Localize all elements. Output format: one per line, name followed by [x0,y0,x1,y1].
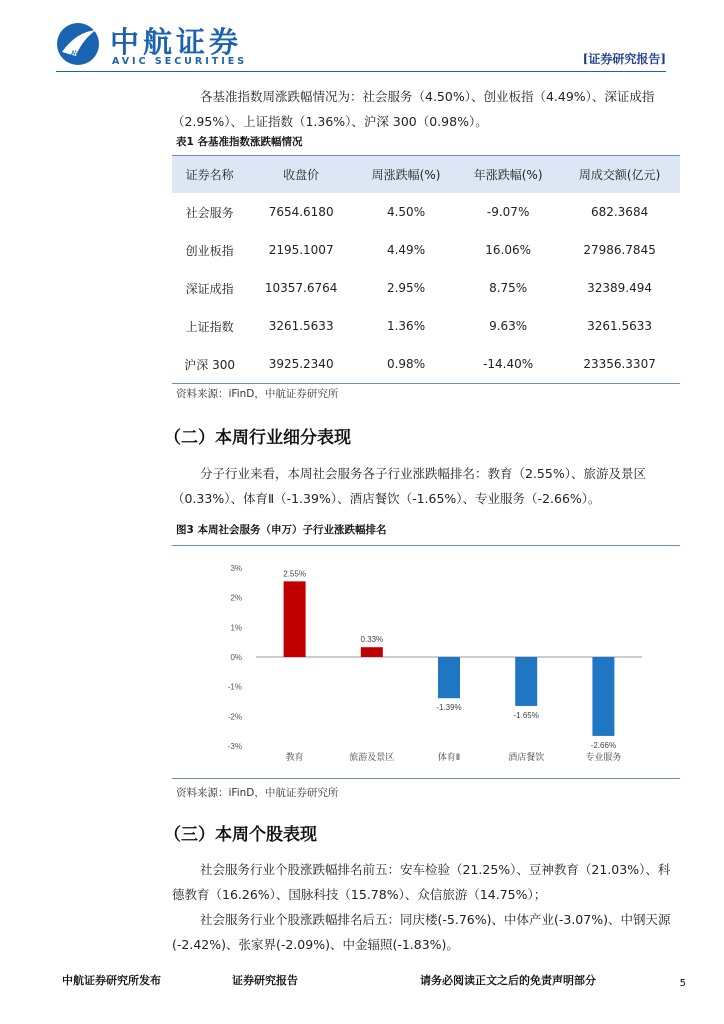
table-cell: 深证成指 [185,281,234,296]
logo-mark-text: AVIC [71,51,85,57]
table-cell: 上证指数 [185,319,234,334]
table-cell: 9.63% [489,319,528,333]
table-cell: 创业板指 [185,243,234,258]
table-cell: 32389.494 [587,281,653,295]
index-performance-table [172,155,680,384]
figure3-caption: 图3 本周社会服务（申万）子行业涨跌幅排名 [176,524,387,536]
section3-title: （三）本周个股表现 [164,825,317,845]
subsector-chart [172,545,680,779]
y-tick-label: -2% [227,712,242,722]
y-tick-label: 0% [230,653,242,662]
table-cell: -14.40% [457,345,559,384]
table-row [172,193,680,231]
data-label: 0.33% [360,635,384,645]
bar-5 [592,657,614,736]
table-cell: 3261.5633 [587,319,653,333]
table-cell: 4.49% [386,243,426,257]
table-cell: 7654.6180 [268,205,334,219]
report-type-tag: [证券研究报告] [582,52,666,66]
table-cell: 0.98% [355,345,457,384]
data-label: -1.39% [436,703,462,713]
y-tick-label: 3% [230,564,242,573]
footer-disclaimer: 请务必阅读正文之后的免责声明部分 [420,974,596,987]
bar-3 [438,657,460,698]
col-header-close: 收盘价 [247,156,355,194]
table1-source: 资料来源：iFinD，中航证券研究所 [176,388,339,400]
table-cell: 1.36% [386,319,426,333]
table-cell: 2.95% [386,281,426,295]
table-cell: 10357.6764 [264,281,338,295]
x-category-label: 酒店餐饮 [508,753,545,763]
bar-2 [361,647,383,657]
logo-english-name: AVIC SECURITIES [112,56,248,67]
footer-publisher: 中航证券研究所发布 [62,974,161,987]
table-cell: -9.07% [486,205,530,219]
x-category-label: 旅游及景区 [349,753,395,763]
section2-title: （二）本周行业细分表现 [164,428,351,448]
table-cell: 16.06% [485,243,531,257]
table-row [172,345,680,384]
bar-1 [284,581,306,657]
y-tick-label: -1% [227,682,242,692]
table-cell: 社会服务 [185,205,234,220]
table-cell: 4.50% [386,205,426,219]
logo-chinese-name: 中航证券 [110,25,243,59]
table-row [172,231,680,269]
col-header-weekly-change: 周涨跌幅(%) [355,156,457,194]
figure3-source: 资料来源：iFinD，中航证券研究所 [176,787,339,799]
col-header-name: 证券名称 [172,156,247,194]
header-divider [56,71,666,72]
table-cell: 23356.3307 [559,345,680,384]
table-cell: 682.3684 [590,205,649,219]
col-header-yearly-change: 年涨跌幅(%) [457,156,559,194]
table-cell: 27986.7845 [583,243,656,257]
table-row [172,269,680,307]
table-cell: 8.75% [489,281,528,295]
table-cell: 3261.5633 [268,319,334,333]
table1-caption: 表1 各基准指数涨跌幅情况 [176,136,303,148]
data-label: -2.66% [590,740,617,750]
y-tick-label: 1% [230,623,242,633]
page-header [56,20,666,72]
x-category-label: 教育 [285,753,304,763]
subsector-bar-chart [172,546,680,778]
page-number: 5 [679,978,686,989]
table-cell: 3925.2340 [247,345,355,384]
y-tick-label: 2% [230,593,242,603]
table-row [172,307,680,345]
data-label: -1.65% [513,710,539,720]
table-cell: 沪深 300 [172,345,247,384]
avic-logo-icon [56,22,100,66]
x-category-label: 体育Ⅱ [437,753,461,763]
bar-4 [515,657,537,706]
table-header-row [172,156,680,194]
data-label: 2.55% [283,569,306,579]
footer-report-type: 证券研究报告 [232,974,298,987]
section3-paragraph-bottom5: 社会服务行业个股涨跌幅排名后五：同庆楼(-5.76%)、中体产业(-3.07%)、中钢天源(-2.42%)、张家界(-2.09%)、中金辐照(-1.83%)。 [172,912,671,952]
section3-paragraph-top5: 社会服务行业个股涨跌幅排名前五：安车检验（21.25%）、豆神教育（21.03%）、科德教育（16.26%）、国脉科技（15.78%）、众信旅游（14.75%）； [172,862,671,902]
section2-paragraph: 分子行业来看，本周社会服务各子行业涨跌幅排名：教育（2.55%）、旅游及景区（0.33%）、体育Ⅱ（-1.39%）、酒店餐饮（-1.65%）、专业服务（-2.66%）。 [172,466,646,506]
y-tick-label: -3% [227,742,242,751]
table-cell: 2195.1007 [268,243,334,257]
col-header-weekly-turnover: 周成交额(亿元) [559,156,680,194]
x-category-label: 专业服务 [585,753,622,763]
intro-paragraph: 各基准指数周涨跌幅情况为：社会服务（4.50%）、创业板指（4.49%）、深证成指（2.95%）、上证指数（1.36%）、沪深 300（0.98%）。 [172,89,655,129]
